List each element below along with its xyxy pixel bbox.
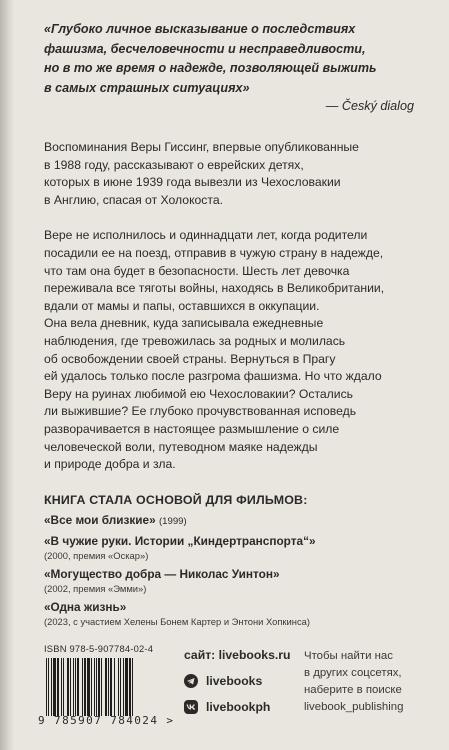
telegram-link[interactable]	[184, 668, 290, 694]
text-line: в 1988 году, рассказывают о еврейских детях,	[44, 157, 304, 172]
isbn-number: ISBN 978-5-907784-02-4	[44, 643, 154, 654]
film-item	[44, 533, 424, 563]
quote-source: — Český dialog	[325, 99, 414, 113]
film-note: (2000, премия «Оскар»)	[44, 549, 149, 561]
telegram-icon	[184, 674, 198, 688]
text-line: что там она будет в безопасности. Шесть лет девочка	[44, 263, 350, 278]
social-links	[184, 642, 290, 720]
text-line: Вере не исполнилось и одиннадцати лет, когда родители	[44, 228, 368, 243]
text-line: Веру на руинах любимой ею Чехословакии? Остались	[44, 386, 354, 401]
website-label: сайт:	[184, 648, 216, 662]
review-quote	[44, 20, 424, 98]
text-line: посадили ее на поезд, отправив в чужую страну в надежде,	[44, 245, 384, 260]
website-url: livebooks.ru	[218, 648, 291, 662]
text-line: об освобождении своей страны. Вернуться в Прагу	[44, 351, 336, 366]
vk-icon	[184, 700, 198, 714]
text-line: в Англию, спасая от Холокоста.	[44, 192, 224, 207]
text-line: ли выжившие? Ее глубоко прочувствованная исповедь	[44, 404, 357, 419]
film-title: «Могущество добра — Николас Уинтон»	[44, 566, 280, 581]
film-title: «Одна жизнь»	[44, 599, 127, 614]
film-title-line	[44, 512, 424, 530]
film-note: (2002, премия «Эмми»)	[44, 582, 147, 594]
text-line: Она вела дневник, куда записывала ежедневные	[44, 316, 324, 331]
find-us-note	[304, 648, 403, 716]
text-line: переживала все тяготы войны, находясь в Великобритании,	[44, 281, 385, 296]
telegram-handle: livebooks	[206, 674, 263, 688]
text-line: Воспоминания Веры Гиссинг, впервые опубликованные	[44, 140, 359, 154]
find-line: Чтобы найти нас	[304, 650, 393, 662]
film-note: (2023, с участием Хелены Бонем Картер и Энтони Хопкинса)	[44, 615, 310, 627]
text-line: вдали от мамы и папы, оставшихся в оккупации.	[44, 298, 320, 313]
find-line: наберите в поиске	[304, 684, 402, 696]
find-line: livebook_publishing	[304, 701, 404, 713]
film-title: «В чужие руки. Истории „Киндертранспорта“»	[44, 533, 316, 548]
barcode-digits: 9 785907 784024 >	[38, 714, 175, 727]
text-line: наблюдения, где тревожилась за родных и молилась	[44, 333, 346, 348]
films-heading: КНИГА СТАЛА ОСНОВОЙ ДЛЯ ФИЛЬМОВ:	[44, 492, 308, 507]
website-link[interactable]	[184, 642, 290, 668]
description-paragraph	[44, 139, 424, 209]
synopsis-paragraph	[44, 227, 424, 473]
quote-line: «Глубоко личное высказывание о последствиях	[44, 22, 356, 36]
text-line: разворачивается в настоящее размышление о силе	[44, 421, 340, 436]
text-line: которых в июне 1939 года вывезли из Чехословакии	[44, 175, 341, 190]
film-item	[44, 599, 424, 629]
vk-link[interactable]	[184, 694, 290, 720]
film-item	[44, 512, 424, 530]
barcode-image	[44, 658, 166, 716]
find-line: в других соцсетях,	[304, 667, 402, 679]
text-line: ей удалось только после разгрома фашизма. Но что ждало	[44, 369, 382, 384]
back-cover-content	[44, 20, 424, 629]
film-year: (1999)	[158, 515, 187, 527]
quote-line: в самых страшных ситуациях»	[44, 80, 250, 95]
quote-line: фашизма, бесчеловечности и несправедливости,	[44, 41, 366, 56]
cover-footer	[38, 640, 434, 740]
film-item	[44, 566, 424, 596]
film-title: «Все мои близкие»	[44, 512, 156, 527]
text-line: человеческой воли, путеводном маяке надежды	[44, 439, 318, 454]
quote-line: но в то же время о надежде, позволяющей выжить	[44, 61, 377, 75]
book-spine-edge	[0, 0, 14, 750]
text-line: и природе добра и зла.	[44, 457, 176, 472]
vk-handle: livebookph	[206, 700, 271, 714]
